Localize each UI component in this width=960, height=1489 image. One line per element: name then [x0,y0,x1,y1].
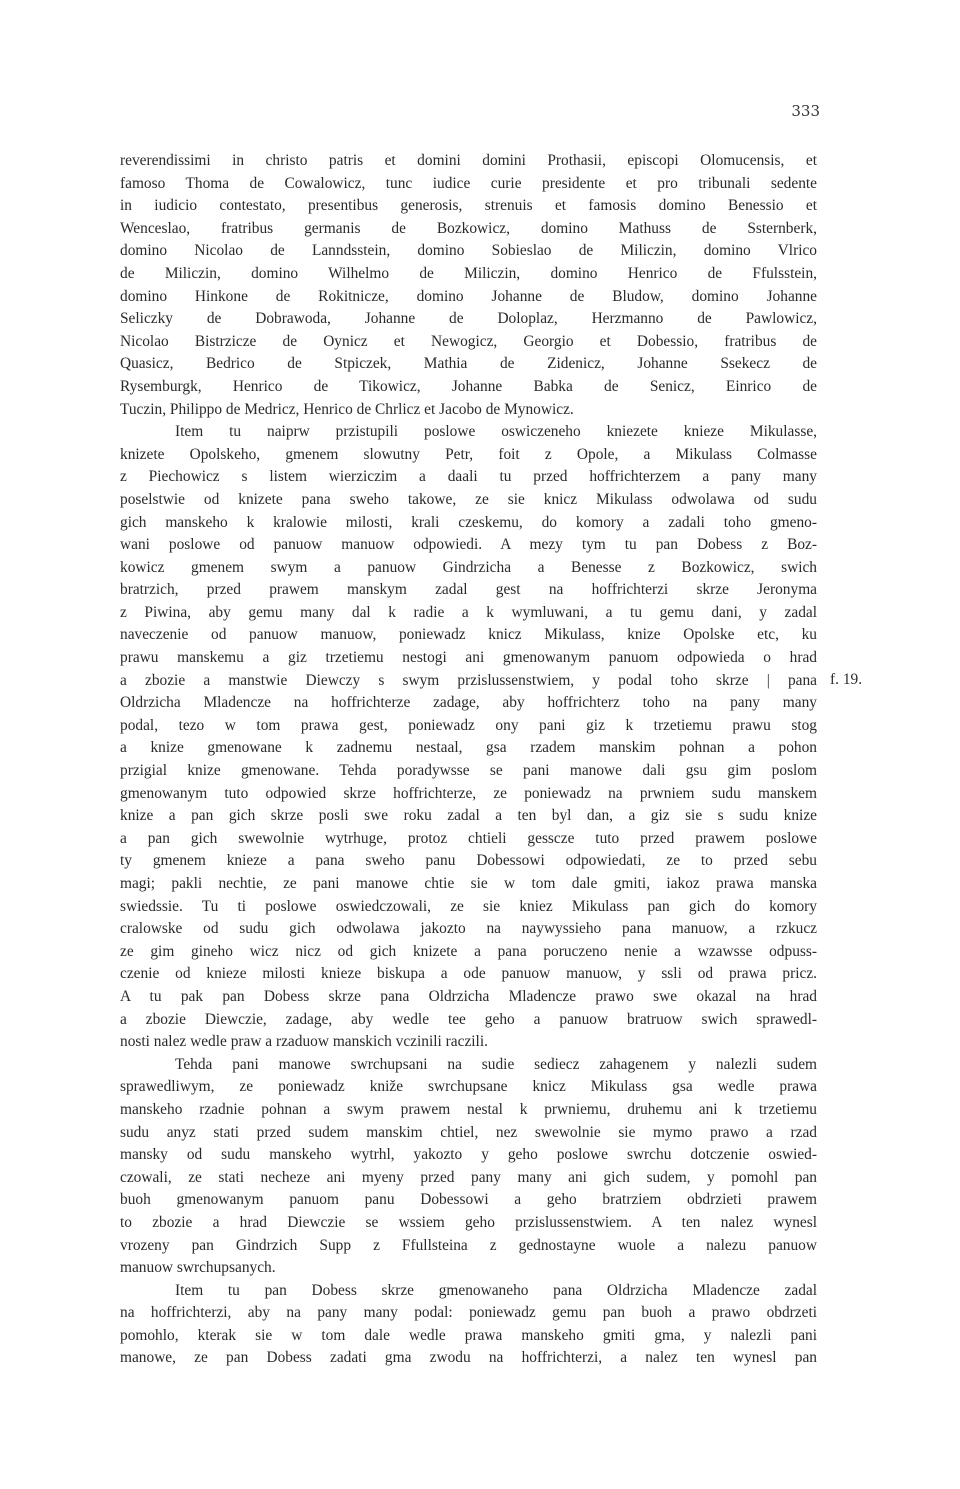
text-line: knizete Opolskeho, gmenem slowutny Petr, foit z Opole, a Mikulass Colmasse [120,445,817,463]
text-line: Item tu pan Dobess skrze gmenowaneho pana Oldrzicha Mladencze zadal [175,1281,817,1299]
text-line: domino Hinkone de Rokitnicze, domino Johanne de Bludow, domino Johanne [120,287,817,305]
page-number: 333 [791,102,820,120]
text-line: in iudicio contestato, presentibus generosis, strenuis et famosis domino Benessio et [120,197,817,215]
text-line: Tuczin, Philippo de Medricz, Henrico de Chrlicz et Jacobo de Mynowicz. [120,400,574,418]
text-line: gich manskeho k kralowie milosti, krali czeskemu, do komory a zadali toho gmeno- [120,513,817,531]
text-line: czowali, ze stati necheze ani myeny przed pany many ani gich sudem, y pomohl pan [120,1168,817,1186]
text-line: podal, tezo w tom prawa gest, poniewadz ony pani giz k trzetiemu prawu stog [120,716,817,734]
text-line: Seliczky de Dobrawoda, Johanne de Doloplaz, Herzmanno de Pawlowicz, [120,310,817,328]
text-line: prawu manskemu a giz trzetiemu nestogi ani gmenowanym panuom odpowieda o hrad [120,649,817,667]
text-line: czenie od knieze milosti knieze biskupa a ode panuow manuow, y ssli od prawa pricz. [120,965,817,983]
text-line: magi; pakli nechtie, ze pani manowe chtie sie w tom dale gmiti, iakoz prawa manska [120,875,817,892]
text-line: to zbozie a hrad Diewczie se wssiem geho przislussenstwiem. A ten nalez wynesl [120,1213,817,1231]
text-line: kowicz gmenem swym a panuow Gindrzicha a Benesse z Bozkowicz, swich [120,558,817,576]
text-line: a knize gmenowane k zadnemu nestaal, gsa rzadem manskim pohnan a pohon [120,739,817,757]
text-line: vrozeny pan Gindrzich Supp z Ffullsteina z gednostayne wuole a nalezu panuow [120,1236,817,1254]
text-line: przigial knize gmenowane. Tehda poradywsse se pani manowe dali gsu gim poslom [120,762,817,780]
text-line: ty gmenem knieze a pana sweho panu Dobessowi odpowiedati, ze to przed sebu [120,852,817,870]
text-line: sprawedliwym, ze poniewadz kniže swrchupsane knicz Mikulass gsa wedle prawa [120,1078,817,1096]
text-line: z Piechowicz s listem wierziczim a daali tu przed hoffrichterzem a pany many [120,468,817,486]
text-line: Oldrzicha Mladencze na hoffrichterze zadage, aby hoffrichterz toho na pany many [120,694,817,712]
text-line: sudu anyz stati przed sudem manskim chtiel, nez swewolnie sie mymo prawo a rzad [120,1123,817,1141]
body-text [120,150,817,1370]
text-line: manowe, ze pan Dobess zadati gma zwodu na hoffrichterzi, a nalez ten wynesl pan [120,1349,817,1367]
text-line: de Miliczin, domino Wilhelmo de Miliczin, domino Henrico de Ffulsstein, [120,264,817,282]
text-line: manskeho rzadnie pohnan a swym prawem nestal k prwniemu, druhemu ani k trzetiemu [120,1100,817,1118]
text-line: Wenceslao, fratribus germanis de Bozkowicz, domino Mathuss de Ssternberk, [120,219,817,237]
text-line: domino Nicolao de Lanndsstein, domino Sobieslao de Miliczin, domino Vlrico [120,242,817,260]
text-line: Nicolao Bistrzicze de Oynicz et Newogicz, Georgio et Dobessio, fratribus de [120,332,817,350]
text-line: knize a pan gich skrze posli swe roku zadal a ten byl dan, a giz sie s sudu knize [120,807,817,825]
text-line: reverendissimi in christo patris et domini domini Prothasii, episcopi Olomucensis, et [120,152,817,169]
text-line: buoh gmenowanym panuom panu Dobessowi a geho bratrziem obdrzieti prawem [120,1191,817,1209]
text-line: naveczenie od panuow manuow, poniewadz knicz Mikulass, knize Opolske etc, ku [120,626,817,644]
text-line: manuow swrchupsanych. [120,1259,276,1277]
text-line: Quasicz, Bedrico de Stpiczek, Mathia de Zidenicz, Johanne Ssekecz de [120,355,817,373]
text-line: na hoffrichterzi, aby na pany many podal: poniewadz gemu pan buoh a prawo obdrzeti [120,1304,817,1322]
text-line: a zbozie a manstwie Diewczy s swym przislussenstwiem, y podal toho skrze | pana [120,671,817,689]
text-line: Rysemburgk, Henrico de Tikowicz, Johanne Babka de Senicz, Einrico de [120,377,817,395]
text-line: poselstwie od knizete pana sweho takowe, ze sie knicz Mikulass odwolawa od sudu [120,490,817,508]
margin-note: f. 19. [830,671,863,688]
text-line: A tu pak pan Dobess skrze pana Oldrzicha Mladencze prawo swe okazal na hrad [120,987,817,1005]
text-line: ze gim gineho wicz nicz od gich knizete a pana poruczeno nenie a wzawsse odpuss- [120,942,817,960]
text-line: z Piwina, aby gemu many dal k radie a k wymluwani, a tu gemu dani, y zadal [120,603,817,621]
text-line: cralowske od sudu gich odwolawa jakozto na naywyssieho pana manuow, a rzkucz [120,920,817,938]
text-line: swiedssie. Tu ti poslowe oswiedczowali, ze sie kniez Mikulass pan gich do komory [120,897,817,915]
text-line: pomohlo, kterak sie w tom dale wedle prawa manskeho gmiti gma, y nalezli pani [120,1326,817,1344]
text-line: a pan gich swewolnie wytrhuge, protoz chtieli gesscze tuto przed prawem poslowe [120,829,817,847]
text-line: Tehda pani manowe swrchupsani na sudie sediecz zahagenem y nalezli sudem [175,1055,817,1073]
text-line: a zbozie Diewczie, zadage, aby wedle tee geho a panuow bratruow swich sprawedl- [120,1010,817,1028]
text-line: Item tu naiprw przistupili poslowe oswiczeneho kniezete knieze Mikulasse, [175,423,817,441]
text-line: wani poslowe od panuow manuow odpowiedi. A mezy tym tu pan Dobess z Boz- [120,536,817,554]
text-line: gmenowanym tuto odpowied skrze hoffrichterze, ze poniewadz na prwniem sudu manskem [120,784,817,802]
text-line: famoso Thoma de Cowalowicz, tunc iudice curie presidente et pro tribunali sedente [120,174,817,192]
text-line: mansky od sudu manskeho wytrhl, yakozto y geho poslowe swrchu dotczenie oswied- [120,1146,817,1164]
text-line: bratrzich, przed prawem manskym zadal gest na hoffrichterzi skrze Jeronyma [120,581,817,599]
text-line: nosti nalez wedle praw a rzaduow manskich vczinili raczili. [120,1033,488,1051]
